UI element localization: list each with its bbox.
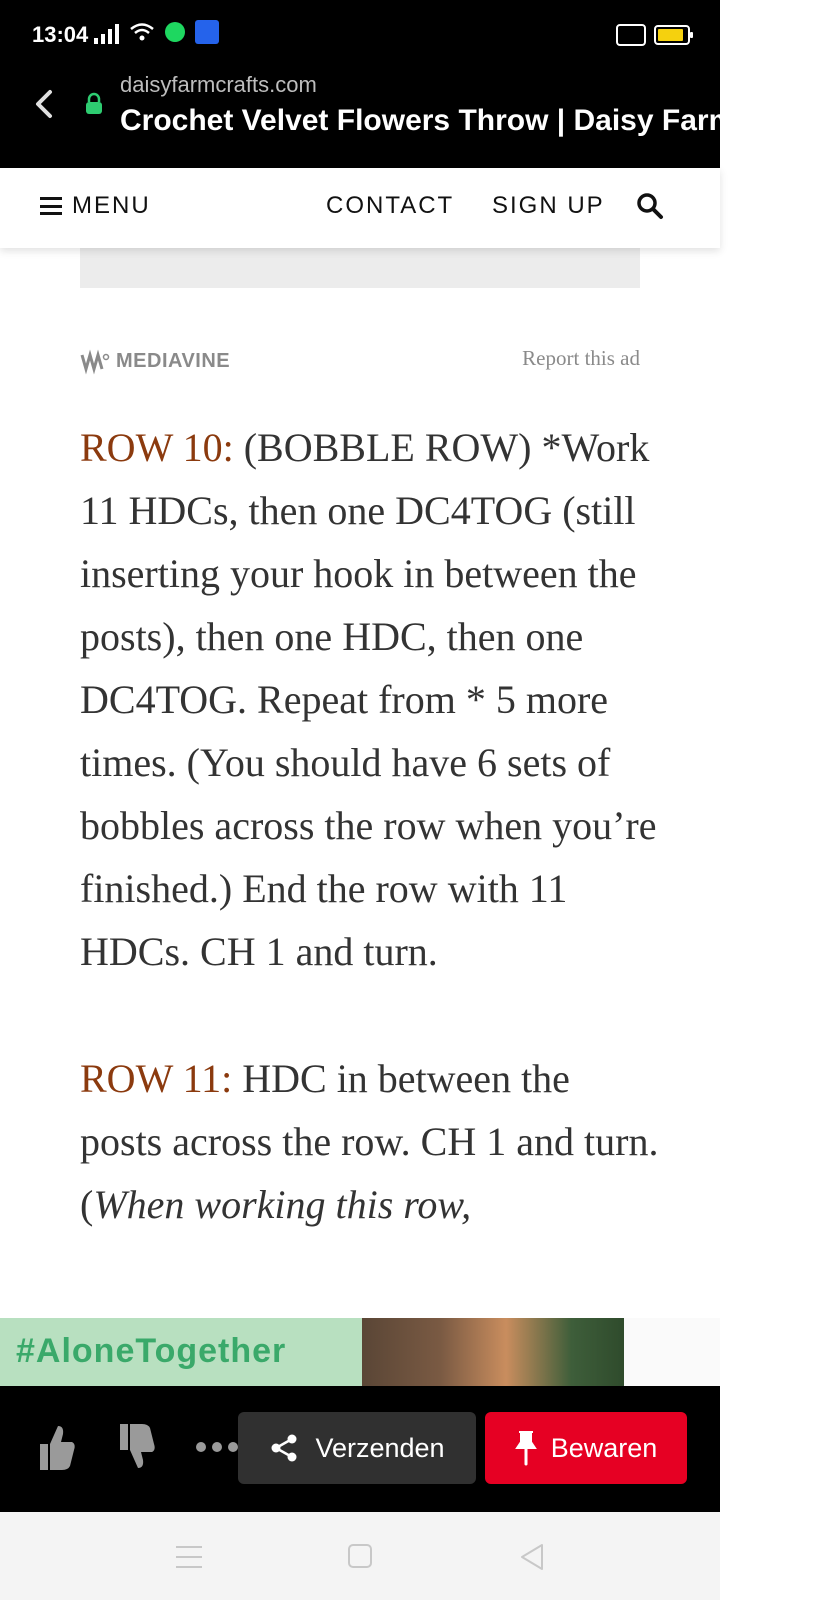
menu-label: MENU	[72, 192, 151, 219]
article-body	[80, 416, 660, 1300]
report-ad-link[interactable]: Report this ad	[522, 346, 640, 370]
pinterest-action-bar	[0, 1386, 720, 1512]
ad-banner-text: #AloneTogether	[16, 1332, 287, 1370]
more-options-icon[interactable]	[196, 1442, 238, 1452]
menu-button[interactable]	[40, 192, 151, 220]
ad-banner[interactable]	[0, 1318, 720, 1386]
home-icon[interactable]	[348, 1544, 372, 1568]
ad-banner-green-panel	[0, 1318, 362, 1386]
browser-url-bar	[0, 72, 830, 168]
battery-icon	[654, 25, 690, 45]
page-domain[interactable]: daisyfarmcrafts.com	[120, 72, 317, 97]
recent-apps-icon[interactable]	[176, 1546, 202, 1568]
wifi-icon	[129, 21, 155, 43]
page-title[interactable]: Crochet Velvet Flowers Throw | Daisy Farm Crafts	[120, 104, 830, 137]
spotify-icon	[165, 22, 185, 42]
android-navigation-bar	[0, 1512, 720, 1600]
thumbs-up-icon[interactable]	[36, 1422, 76, 1472]
mediavine-logo	[80, 350, 230, 373]
status-icons-right	[616, 24, 690, 46]
share-icon	[269, 1433, 299, 1463]
row-11-paragraph	[80, 1047, 660, 1236]
mediavine-icon	[80, 353, 110, 371]
app-notification-icon	[195, 20, 219, 44]
row-10-paragraph	[80, 416, 660, 983]
sign-up-link[interactable]: SIGN UP	[492, 192, 605, 219]
row-10-text: (BOBBLE ROW) *Work 11 HDCs, then one DC4TOG (still inserting your hook in between the posts), then one HDC, then one DC4TOG. Repeat from * 5 more times. (You should have 6 sets of bobbles across the row when you’re finished.) End the row with 11 HDCs. CH 1 and turn.	[80, 425, 657, 974]
pin-icon	[515, 1430, 537, 1466]
vibrate-icon	[616, 24, 646, 46]
contact-link[interactable]: CONTACT	[326, 192, 455, 219]
hamburger-icon	[40, 197, 62, 215]
row-11-italic-text: When working this row,	[93, 1182, 472, 1227]
status-icons-left	[94, 20, 219, 44]
share-button[interactable]	[238, 1412, 476, 1484]
row-10-label: ROW 10:	[80, 425, 234, 470]
back-triangle-icon[interactable]	[518, 1542, 546, 1572]
back-arrow-icon[interactable]	[28, 86, 64, 122]
search-icon[interactable]	[636, 192, 664, 220]
thumbs-down-icon[interactable]	[116, 1422, 156, 1472]
ad-banner-photo	[362, 1318, 624, 1386]
row-11-label: ROW 11:	[80, 1056, 233, 1101]
lock-icon	[84, 92, 104, 114]
save-label: Bewaren	[550, 1432, 658, 1463]
battery-fill	[658, 29, 683, 41]
save-button[interactable]	[485, 1412, 687, 1484]
status-bar	[0, 0, 720, 72]
share-label: Verzenden	[315, 1432, 445, 1463]
mediavine-label: MEDIAVINE	[116, 350, 231, 372]
status-time: 13:04	[32, 22, 89, 47]
site-navigation	[0, 168, 720, 248]
row-11-text: HDC in between the posts across the row. CH 1 and turn. (	[80, 1056, 659, 1227]
signal-icon	[94, 20, 119, 44]
